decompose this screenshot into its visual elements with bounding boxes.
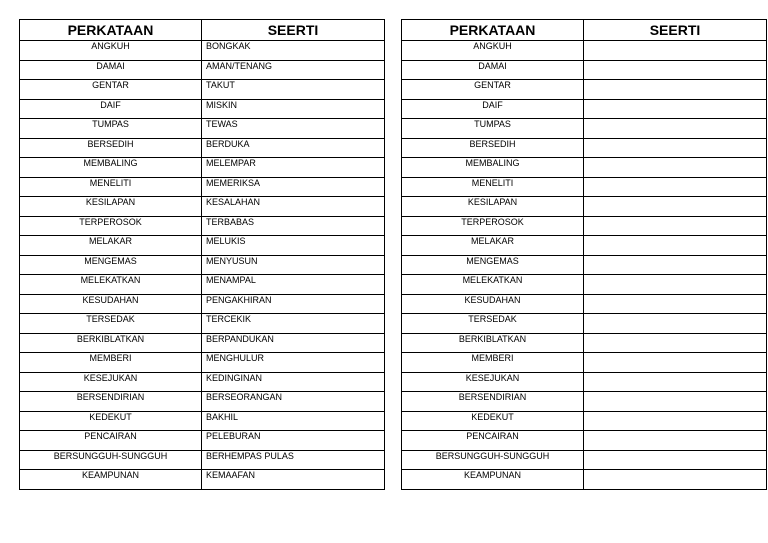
table-row [20,431,385,451]
synonym-blank-cell [584,197,767,217]
word-cell: TERPEROSOK [402,216,584,236]
table-row [20,275,385,295]
table-row [20,353,385,373]
table-row [402,294,767,314]
word-cell: GENTAR [402,80,584,100]
word-cell: DAMAI [20,60,202,80]
table-row [402,450,767,470]
table-row [20,470,385,490]
synonym-blank-cell [584,450,767,470]
word-cell: TERSEDAK [20,314,202,334]
synonym-blank-cell [584,119,767,139]
answer-key-body [20,41,385,490]
synonym-cell: PELEBURAN [202,431,385,451]
word-cell: BERSENDIRIAN [402,392,584,412]
word-cell: KESILAPAN [402,197,584,217]
synonym-cell: MISKIN [202,99,385,119]
word-cell: ANGKUH [402,41,584,61]
word-column-header: PERKATAAN [402,20,584,41]
word-cell: MENELITI [20,177,202,197]
header-row [402,20,767,41]
word-cell: ANGKUH [20,41,202,61]
synonym-blank-cell [584,470,767,490]
exercise-body [402,41,767,490]
table-row [20,450,385,470]
synonym-cell: AMAN/TENANG [202,60,385,80]
table-row [20,216,385,236]
table-row [402,138,767,158]
table-row [402,333,767,353]
synonym-blank-cell [584,431,767,451]
synonym-blank-cell [584,411,767,431]
synonym-column-header: SEERTI [202,20,385,41]
word-cell: MENGEMAS [402,255,584,275]
table-row [20,60,385,80]
synonym-blank-cell [584,392,767,412]
synonym-blank-cell [584,314,767,334]
table-row [402,119,767,139]
table-row [402,60,767,80]
word-cell: DAIF [20,99,202,119]
table-row [20,197,385,217]
word-cell: MELAKAR [402,236,584,256]
table-row [20,41,385,61]
synonym-cell: TAKUT [202,80,385,100]
synonym-cell: KEMAAFAN [202,470,385,490]
word-cell: DAIF [402,99,584,119]
word-cell: PENCAIRAN [20,431,202,451]
synonym-blank-cell [584,236,767,256]
word-cell: KEAMPUNAN [20,470,202,490]
word-cell: GENTAR [20,80,202,100]
table-row [402,431,767,451]
table-row [402,372,767,392]
table-row [20,372,385,392]
word-cell: KESEJUKAN [20,372,202,392]
word-cell: BERKIBLATKAN [402,333,584,353]
word-cell: MEMBALING [20,158,202,178]
table-row [402,314,767,334]
word-cell: DAMAI [402,60,584,80]
word-cell: MEMBERI [402,353,584,373]
table-row [20,236,385,256]
table-row [402,236,767,256]
synonym-column-header: SEERTI [584,20,767,41]
word-cell: TUMPAS [402,119,584,139]
synonym-blank-cell [584,255,767,275]
synonym-cell: MENGHULUR [202,353,385,373]
word-cell: MEMBERI [20,353,202,373]
word-cell: TERSEDAK [402,314,584,334]
synonym-blank-cell [584,60,767,80]
word-cell: MELEKATKAN [402,275,584,295]
table-row [402,411,767,431]
synonym-cell: BAKHIL [202,411,385,431]
word-cell: MENELITI [402,177,584,197]
synonym-cell: MENYUSUN [202,255,385,275]
table-row [402,470,767,490]
synonym-cell: BERHEMPAS PULAS [202,450,385,470]
word-cell: TERPEROSOK [20,216,202,236]
word-cell: KESILAPAN [20,197,202,217]
word-cell: BERSUNGGUH-SUNGGUH [402,450,584,470]
synonym-blank-cell [584,275,767,295]
word-cell: MENGEMAS [20,255,202,275]
table-row [402,41,767,61]
synonym-cell: BERDUKA [202,138,385,158]
word-cell: BERSEDIH [20,138,202,158]
synonym-cell: MELEMPAR [202,158,385,178]
table-row [20,177,385,197]
header-row [20,20,385,41]
word-cell: KESUDAHAN [402,294,584,314]
table-row [20,411,385,431]
table-row [402,197,767,217]
synonym-cell: BONGKAK [202,41,385,61]
synonym-cell: MELUKIS [202,236,385,256]
table-row [402,353,767,373]
table-row [20,392,385,412]
synonym-blank-cell [584,177,767,197]
word-cell: KEDEKUT [402,411,584,431]
synonym-blank-cell [584,99,767,119]
synonym-cell: BERPANDUKAN [202,333,385,353]
word-cell: PENCAIRAN [402,431,584,451]
synonym-blank-cell [584,372,767,392]
synonym-blank-cell [584,294,767,314]
word-cell: KEAMPUNAN [402,470,584,490]
answer-key-table [19,19,385,490]
synonym-blank-cell [584,158,767,178]
table-row [402,392,767,412]
table-row [402,99,767,119]
synonym-blank-cell [584,80,767,100]
word-cell: BERSENDIRIAN [20,392,202,412]
table-row [402,158,767,178]
table-row [20,333,385,353]
word-cell: KESUDAHAN [20,294,202,314]
word-cell: MELAKAR [20,236,202,256]
synonym-blank-cell [584,353,767,373]
word-column-header: PERKATAAN [20,20,202,41]
word-cell: BERKIBLATKAN [20,333,202,353]
table-row [402,216,767,236]
word-cell: TUMPAS [20,119,202,139]
table-row [402,80,767,100]
word-cell: KESEJUKAN [402,372,584,392]
synonym-blank-cell [584,41,767,61]
exercise-table [401,19,767,490]
synonym-cell: TEWAS [202,119,385,139]
table-row [20,294,385,314]
synonym-cell: PENGAKHIRAN [202,294,385,314]
table-row [20,119,385,139]
synonym-blank-cell [584,216,767,236]
table-row [20,99,385,119]
synonym-cell: MEMERIKSA [202,177,385,197]
synonym-cell: TERBABAS [202,216,385,236]
synonym-cell: BERSEORANGAN [202,392,385,412]
table-row [20,255,385,275]
table-row [402,255,767,275]
synonym-blank-cell [584,333,767,353]
synonym-cell: KEDINGINAN [202,372,385,392]
table-row [20,158,385,178]
synonym-blank-cell [584,138,767,158]
word-cell: MELEKATKAN [20,275,202,295]
table-row [402,177,767,197]
word-cell: KEDEKUT [20,411,202,431]
table-row [20,314,385,334]
table-row [20,138,385,158]
table-row [20,80,385,100]
synonym-cell: KESALAHAN [202,197,385,217]
synonym-cell: TERCEKIK [202,314,385,334]
word-cell: BERSEDIH [402,138,584,158]
word-cell: MEMBALING [402,158,584,178]
synonym-cell: MENAMPAL [202,275,385,295]
word-cell: BERSUNGGUH-SUNGGUH [20,450,202,470]
table-row [402,275,767,295]
